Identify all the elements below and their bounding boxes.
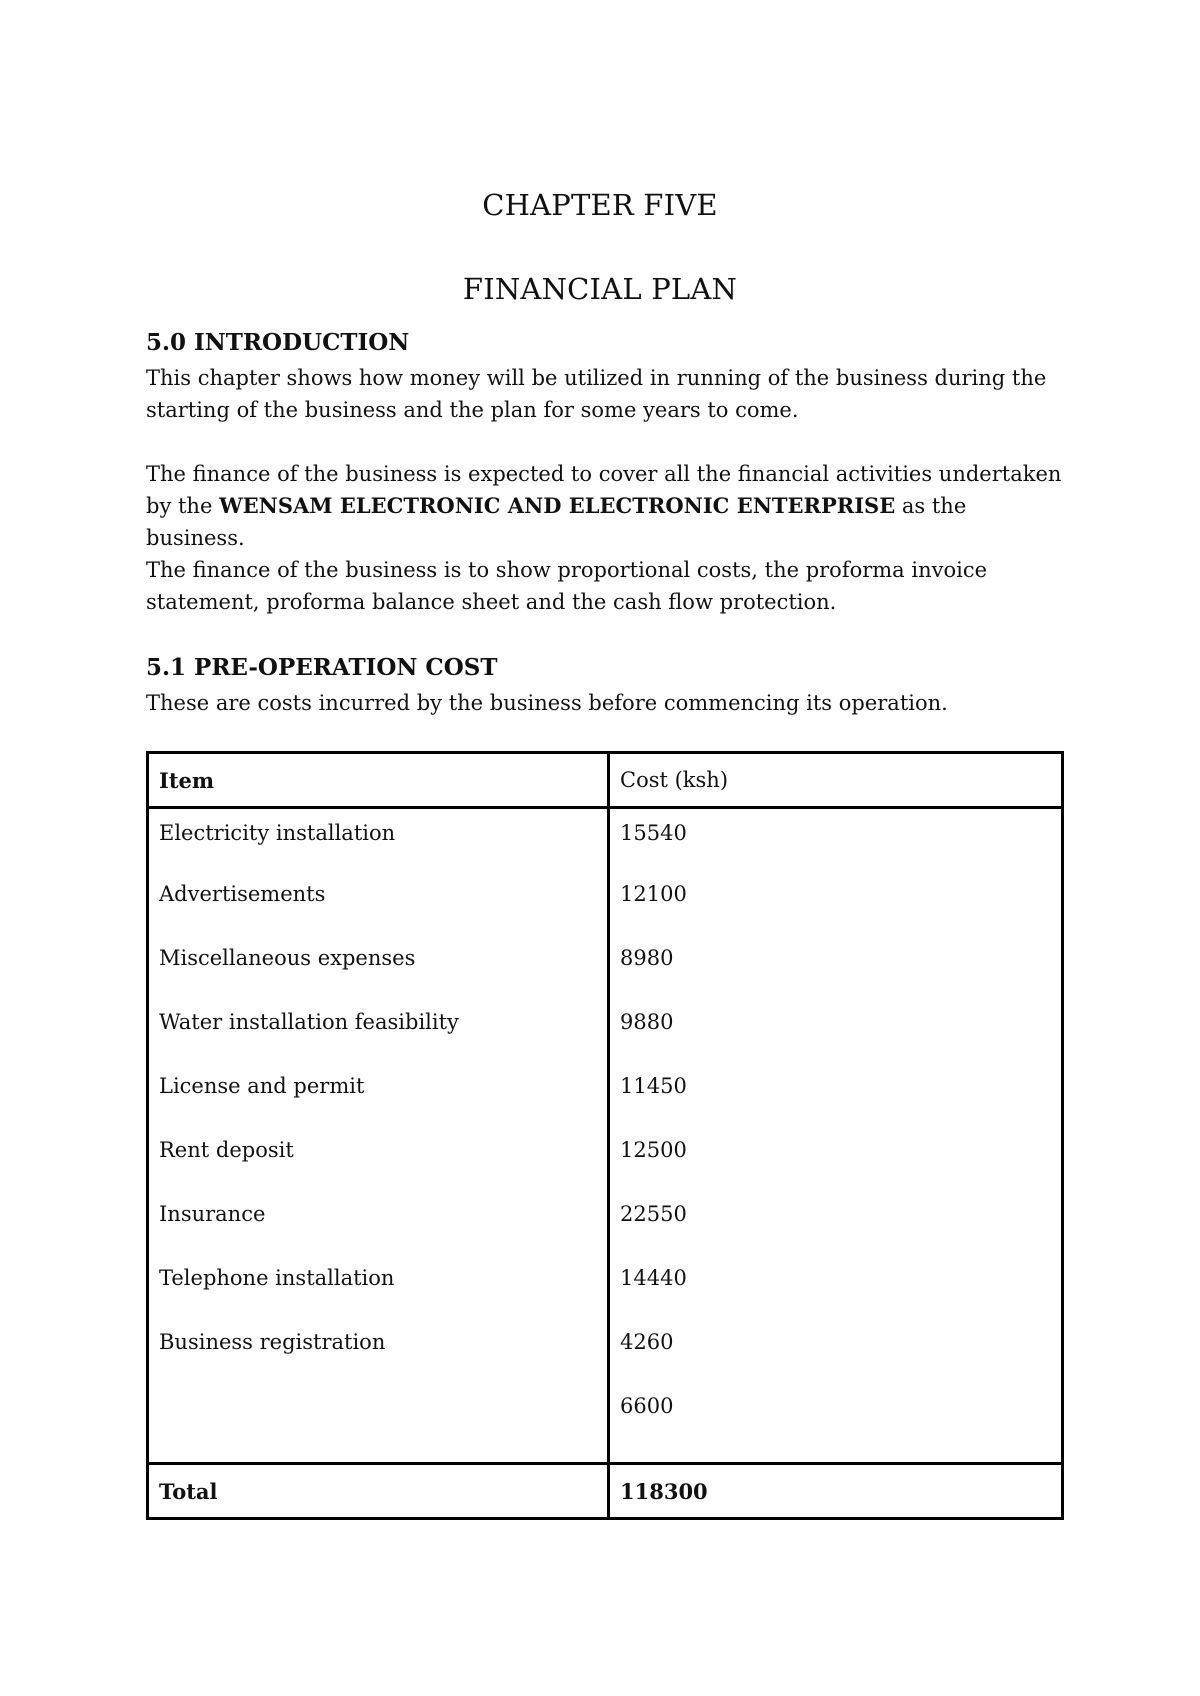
row-cost: 8980 [609, 936, 1063, 1000]
row-cost: 6600 [609, 1384, 1063, 1464]
row-item [148, 1384, 609, 1464]
preop-cost-table [146, 751, 1064, 1520]
intro-heading: 5.0 INTRODUCTION [146, 329, 410, 356]
table-row [148, 1000, 1063, 1064]
row-item: Rent deposit [148, 1128, 609, 1192]
intro-paragraph-2-end: as the business. [146, 494, 967, 550]
total-value: 118300 [609, 1464, 1063, 1519]
header-cost: Cost (ksh) [609, 753, 1063, 808]
total-label: Total [148, 1464, 609, 1519]
intro-paragraph-2-start: The finance of the business is expected to cover all the financial activities undertaken by the [146, 462, 1062, 518]
table-row [148, 1192, 1063, 1256]
table-row [148, 1384, 1063, 1464]
table-row [148, 872, 1063, 936]
table-row [148, 936, 1063, 1000]
row-item: Electricity installation [148, 808, 609, 872]
plan-title: FINANCIAL PLAN [462, 272, 738, 306]
row-cost: 4260 [609, 1320, 1063, 1384]
header-item: Item [148, 753, 609, 808]
preop-heading: 5.1 PRE-OPERATION COST [146, 654, 498, 681]
intro-paragraph-1: This chapter shows how money will be utilized in running of the business during the starting of the business and the plan for some years to come. [146, 366, 1047, 422]
table-row [148, 1128, 1063, 1192]
row-item: Business registration [148, 1320, 609, 1384]
row-cost: 22550 [609, 1192, 1063, 1256]
table-row [148, 1256, 1063, 1320]
chapter-title: CHAPTER FIVE [482, 188, 718, 222]
row-cost: 14440 [609, 1256, 1063, 1320]
table-row [148, 808, 1063, 872]
intro-paragraph-3: The finance of the business is to show proportional costs, the proforma invoice statement, proforma balance sheet and the cash flow protection. [146, 558, 988, 614]
row-cost: 12500 [609, 1128, 1063, 1192]
enterprise-name: WENSAM ELECTRONIC AND ELECTRONIC ENTERPRISE [219, 493, 896, 518]
preop-description: These are costs incurred by the business before commencing its operation. [146, 691, 948, 715]
row-cost: 9880 [609, 1000, 1063, 1064]
row-cost: 12100 [609, 872, 1063, 936]
row-item: Miscellaneous expenses [148, 936, 609, 1000]
table-total-row [148, 1464, 1063, 1519]
row-item: License and permit [148, 1064, 609, 1128]
row-item: Water installation feasibility [148, 1000, 609, 1064]
table-row [148, 1320, 1063, 1384]
row-item: Advertisements [148, 872, 609, 936]
table-row [148, 1064, 1063, 1128]
table-header-row [148, 753, 1063, 808]
row-item: Telephone installation [148, 1256, 609, 1320]
row-item: Insurance [148, 1192, 609, 1256]
row-cost: 15540 [609, 808, 1063, 872]
intro-paragraph-2 [146, 458, 1066, 554]
row-cost: 11450 [609, 1064, 1063, 1128]
